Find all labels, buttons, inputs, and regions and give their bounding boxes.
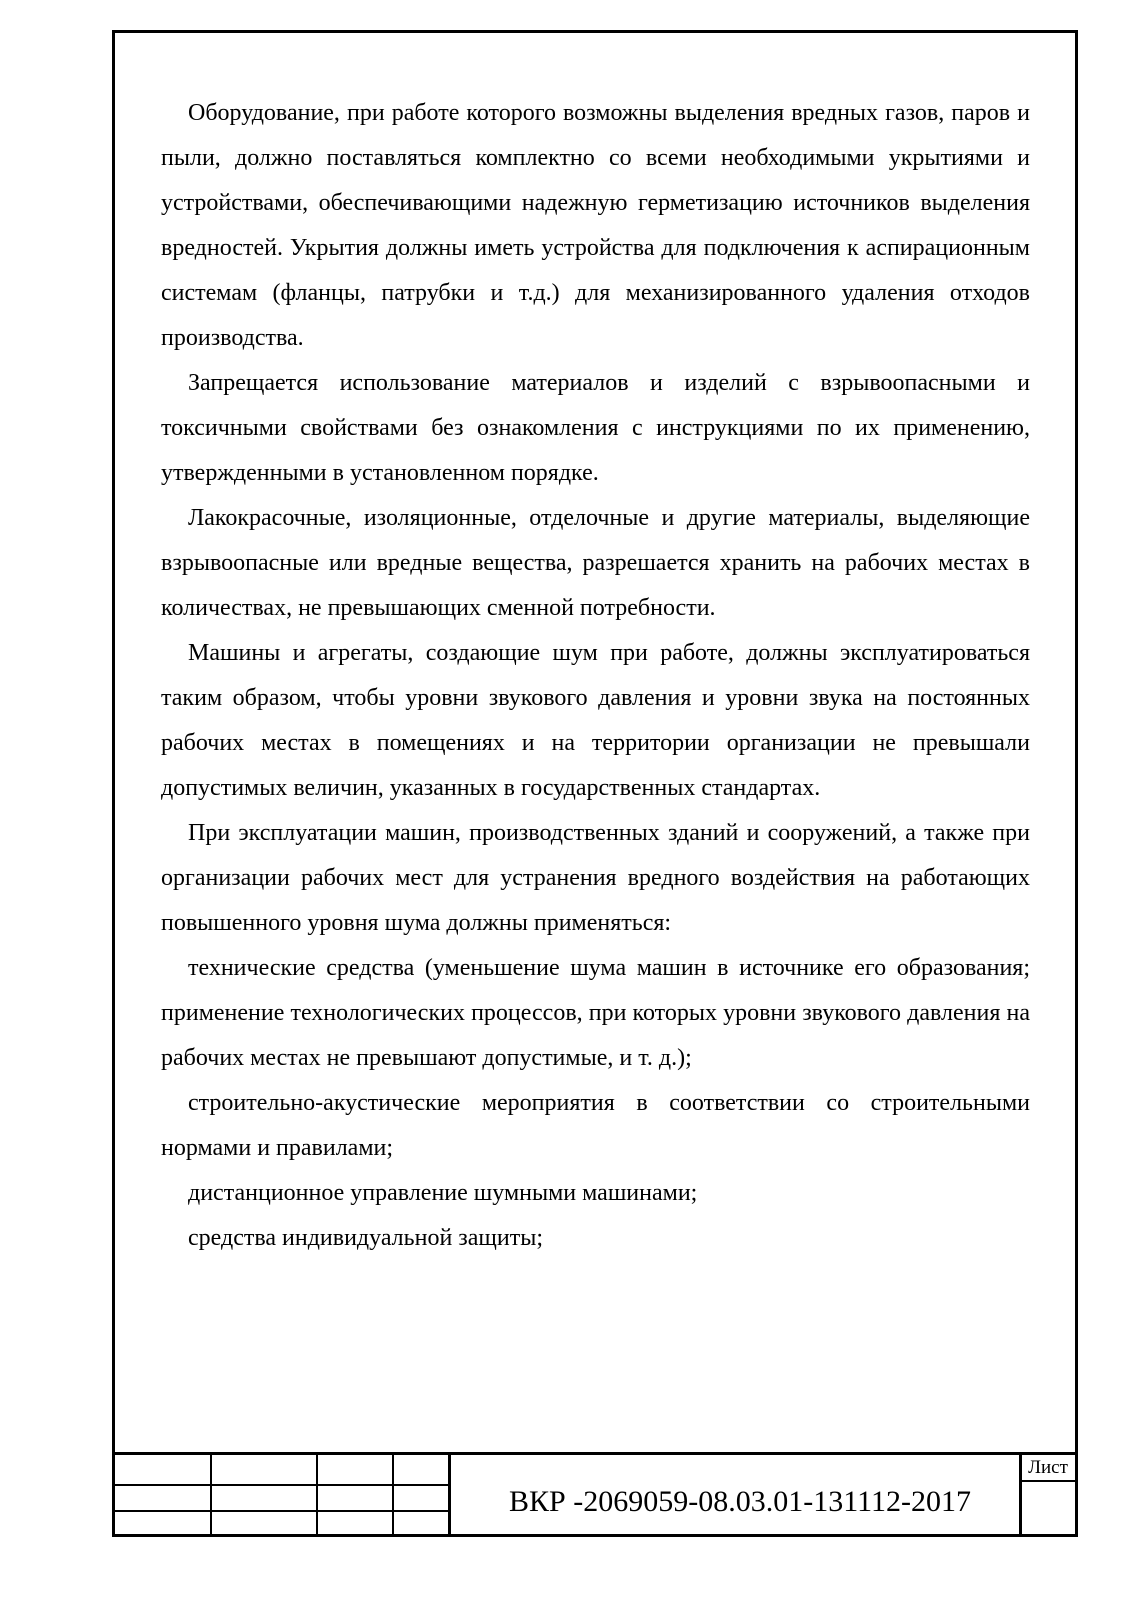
list-item-remote-control: дистанционное управление шумными машинами; (188, 1180, 698, 1206)
title-block-col-line (316, 1454, 318, 1536)
paragraph-toxic-materials: Запрещается использование материалов и изделий с взрывоопасными и токсичными свойствами без ознакомления с инструкциями по их применению, утвержденными в установленном порядке. (161, 370, 1030, 486)
paragraph-noise-machines: Машины и агрегаты, создающие шум при работе, должны эксплуатироваться таким образом, чтобы уровни звукового давления и уровни звука на постоянных рабочих местах в помещениях и на территории организации не превышали допустимых величин, указанных в государственных стандартах. (161, 640, 1030, 801)
paragraph-paint-storage: Лакокрасочные, изоляционные, отделочные и другие материалы, выделяющие взрывоопасные или вредные вещества, разрешается хранить на рабочих местах в количествах, не превышающих сменной потребности. (161, 505, 1030, 621)
paragraph-noise-measures: При эксплуатации машин, производственных зданий и сооружений, а также при организации рабочих мест для устранения вредного воздействия на работающих повышенного уровня шума должны применяться: (161, 820, 1030, 936)
list-item-acoustic-measures: строительно-акустические мероприятия в соответствии со строительными нормами и правилами; (161, 1090, 1030, 1161)
document-body (161, 91, 1030, 1261)
title-block-row-line (112, 1510, 451, 1512)
title-block-row-line (112, 1484, 451, 1486)
paragraph-equipment-shelters: Оборудование, при работе которого возможны выделения вредных газов, паров и пыли, должно поставляться комплектно со всеми необходимыми укрытиями и устройствами, обеспечивающими надежную герметизацию источников выделения вредностей. Укрытия должны иметь устройства для подключения к аспирационным системам (фланцы, патрубки и т.д.) для механизированного удаления отходов производства. (161, 100, 1030, 351)
title-block-col-line (392, 1454, 394, 1536)
list-item-technical-means: технические средства (уменьшение шума машин в источнике его образования; применение технологических процессов, при которых уровни звукового давления на рабочих местах не превышают допустимые, и т. д.); (161, 955, 1030, 1071)
title-block-col-line (210, 1454, 212, 1536)
document-code: ВКР -2069059-08.03.01-131112-2017 (509, 1485, 971, 1518)
list-item-personal-protection: средства индивидуальной защиты; (188, 1225, 544, 1251)
title-block-col-line (448, 1454, 451, 1536)
sheet-label: Лист (1028, 1457, 1068, 1478)
title-block-top-line (112, 1452, 1078, 1455)
